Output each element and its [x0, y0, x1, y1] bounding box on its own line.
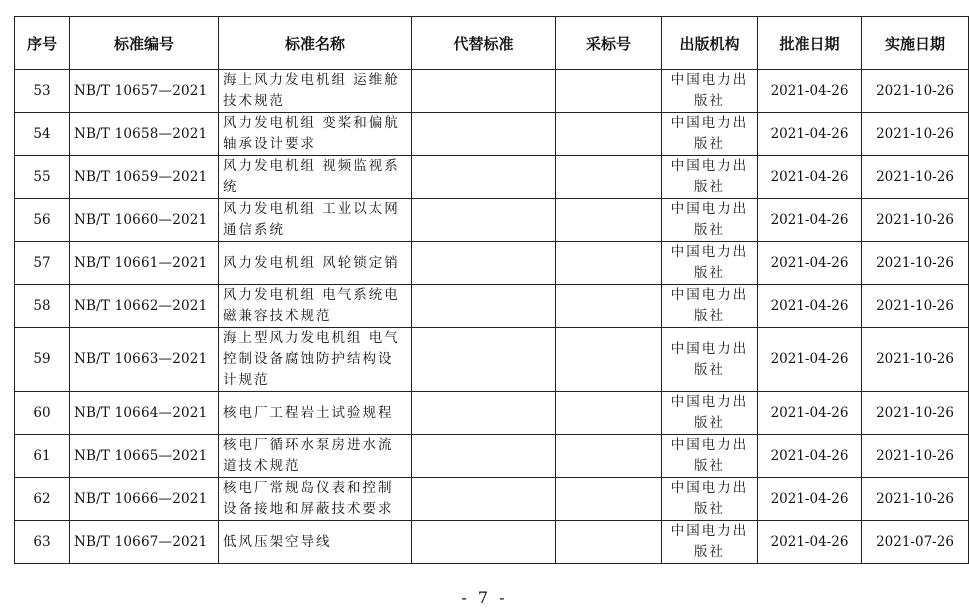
- cell-seq: 57: [15, 242, 70, 285]
- cell-publisher: 中国电力出版社: [662, 328, 758, 392]
- cell-replaced: [412, 156, 556, 199]
- cell-implementation-date: 2021-10-26: [862, 285, 969, 328]
- cell-replaced: [412, 70, 556, 113]
- header-implementation-date: 实施日期: [862, 17, 969, 70]
- cell-adopted: [556, 199, 662, 242]
- table-row: [15, 435, 969, 478]
- table-header-row: [15, 17, 969, 70]
- cell-replaced: [412, 285, 556, 328]
- cell-implementation-date: 2021-10-26: [862, 70, 969, 113]
- cell-publisher: 中国电力出版社: [662, 70, 758, 113]
- cell-code: NB/T 10663—2021: [70, 328, 219, 392]
- header-code: 标准编号: [70, 17, 219, 70]
- cell-name: 风力发电机组 变桨和偏航轴承设计要求: [219, 113, 412, 156]
- cell-adopted: [556, 113, 662, 156]
- table-row: [15, 328, 969, 392]
- cell-seq: 62: [15, 478, 70, 521]
- cell-name: 核电厂常规岛仪表和控制设备接地和屏蔽技术要求: [219, 478, 412, 521]
- cell-approval-date: 2021-04-26: [758, 285, 862, 328]
- cell-publisher: 中国电力出版社: [662, 521, 758, 564]
- cell-implementation-date: 2021-10-26: [862, 156, 969, 199]
- cell-approval-date: 2021-04-26: [758, 242, 862, 285]
- cell-code: NB/T 10666—2021: [70, 478, 219, 521]
- cell-seq: 61: [15, 435, 70, 478]
- cell-replaced: [412, 392, 556, 435]
- cell-adopted: [556, 392, 662, 435]
- cell-implementation-date: 2021-10-26: [862, 328, 969, 392]
- cell-approval-date: 2021-04-26: [758, 156, 862, 199]
- header-replaced: 代替标准: [412, 17, 556, 70]
- cell-seq: 60: [15, 392, 70, 435]
- cell-seq: 59: [15, 328, 70, 392]
- cell-implementation-date: 2021-07-26: [862, 521, 969, 564]
- cell-replaced: [412, 328, 556, 392]
- cell-code: NB/T 10658—2021: [70, 113, 219, 156]
- cell-adopted: [556, 328, 662, 392]
- cell-name: 风力发电机组 风轮锁定销: [219, 242, 412, 285]
- cell-approval-date: 2021-04-26: [758, 328, 862, 392]
- cell-publisher: 中国电力出版社: [662, 478, 758, 521]
- table-row: [15, 156, 969, 199]
- cell-code: NB/T 10664—2021: [70, 392, 219, 435]
- cell-replaced: [412, 242, 556, 285]
- table-row: [15, 242, 969, 285]
- table-row: [15, 521, 969, 564]
- cell-adopted: [556, 478, 662, 521]
- header-seq: 序号: [15, 17, 70, 70]
- cell-seq: 55: [15, 156, 70, 199]
- cell-name: 风力发电机组 工业以太网通信系统: [219, 199, 412, 242]
- cell-implementation-date: 2021-10-26: [862, 113, 969, 156]
- cell-implementation-date: 2021-10-26: [862, 242, 969, 285]
- cell-approval-date: 2021-04-26: [758, 521, 862, 564]
- table-row: [15, 113, 969, 156]
- cell-name: 海上型风力发电机组 电气控制设备腐蚀防护结构设计规范: [219, 328, 412, 392]
- cell-code: NB/T 10660—2021: [70, 199, 219, 242]
- cell-approval-date: 2021-04-26: [758, 70, 862, 113]
- cell-adopted: [556, 435, 662, 478]
- cell-replaced: [412, 478, 556, 521]
- cell-publisher: 中国电力出版社: [662, 113, 758, 156]
- header-adopted: 采标号: [556, 17, 662, 70]
- cell-name: 核电厂工程岩土试验规程: [219, 392, 412, 435]
- cell-seq: 54: [15, 113, 70, 156]
- cell-name: 海上风力发电机组 运维舱技术规范: [219, 70, 412, 113]
- cell-seq: 56: [15, 199, 70, 242]
- table-body: [15, 70, 969, 564]
- page-number: - 7 -: [461, 588, 508, 607]
- cell-replaced: [412, 199, 556, 242]
- cell-code: NB/T 10661—2021: [70, 242, 219, 285]
- table-row: [15, 478, 969, 521]
- cell-adopted: [556, 70, 662, 113]
- cell-name: 风力发电机组 电气系统电磁兼容技术规范: [219, 285, 412, 328]
- cell-implementation-date: 2021-10-26: [862, 435, 969, 478]
- cell-code: NB/T 10657—2021: [70, 70, 219, 113]
- cell-adopted: [556, 156, 662, 199]
- cell-code: NB/T 10667—2021: [70, 521, 219, 564]
- cell-name: 低风压架空导线: [219, 521, 412, 564]
- cell-implementation-date: 2021-10-26: [862, 199, 969, 242]
- standards-table: [14, 16, 969, 564]
- cell-seq: 58: [15, 285, 70, 328]
- cell-approval-date: 2021-04-26: [758, 478, 862, 521]
- cell-replaced: [412, 435, 556, 478]
- header-name: 标准名称: [219, 17, 412, 70]
- table-row: [15, 199, 969, 242]
- table-row: [15, 392, 969, 435]
- cell-publisher: 中国电力出版社: [662, 435, 758, 478]
- cell-replaced: [412, 113, 556, 156]
- cell-approval-date: 2021-04-26: [758, 199, 862, 242]
- cell-adopted: [556, 521, 662, 564]
- cell-code: NB/T 10662—2021: [70, 285, 219, 328]
- cell-code: NB/T 10665—2021: [70, 435, 219, 478]
- cell-seq: 63: [15, 521, 70, 564]
- table-row: [15, 285, 969, 328]
- cell-replaced: [412, 521, 556, 564]
- cell-publisher: 中国电力出版社: [662, 392, 758, 435]
- table-row: [15, 70, 969, 113]
- cell-approval-date: 2021-04-26: [758, 113, 862, 156]
- cell-publisher: 中国电力出版社: [662, 285, 758, 328]
- cell-adopted: [556, 242, 662, 285]
- cell-approval-date: 2021-04-26: [758, 435, 862, 478]
- cell-adopted: [556, 285, 662, 328]
- cell-implementation-date: 2021-10-26: [862, 478, 969, 521]
- cell-publisher: 中国电力出版社: [662, 156, 758, 199]
- cell-publisher: 中国电力出版社: [662, 242, 758, 285]
- cell-code: NB/T 10659—2021: [70, 156, 219, 199]
- header-approval-date: 批准日期: [758, 17, 862, 70]
- cell-publisher: 中国电力出版社: [662, 199, 758, 242]
- cell-seq: 53: [15, 70, 70, 113]
- cell-approval-date: 2021-04-26: [758, 392, 862, 435]
- cell-implementation-date: 2021-10-26: [862, 392, 969, 435]
- cell-name: 核电厂循环水泵房进水流道技术规范: [219, 435, 412, 478]
- header-publisher: 出版机构: [662, 17, 758, 70]
- cell-name: 风力发电机组 视频监视系统: [219, 156, 412, 199]
